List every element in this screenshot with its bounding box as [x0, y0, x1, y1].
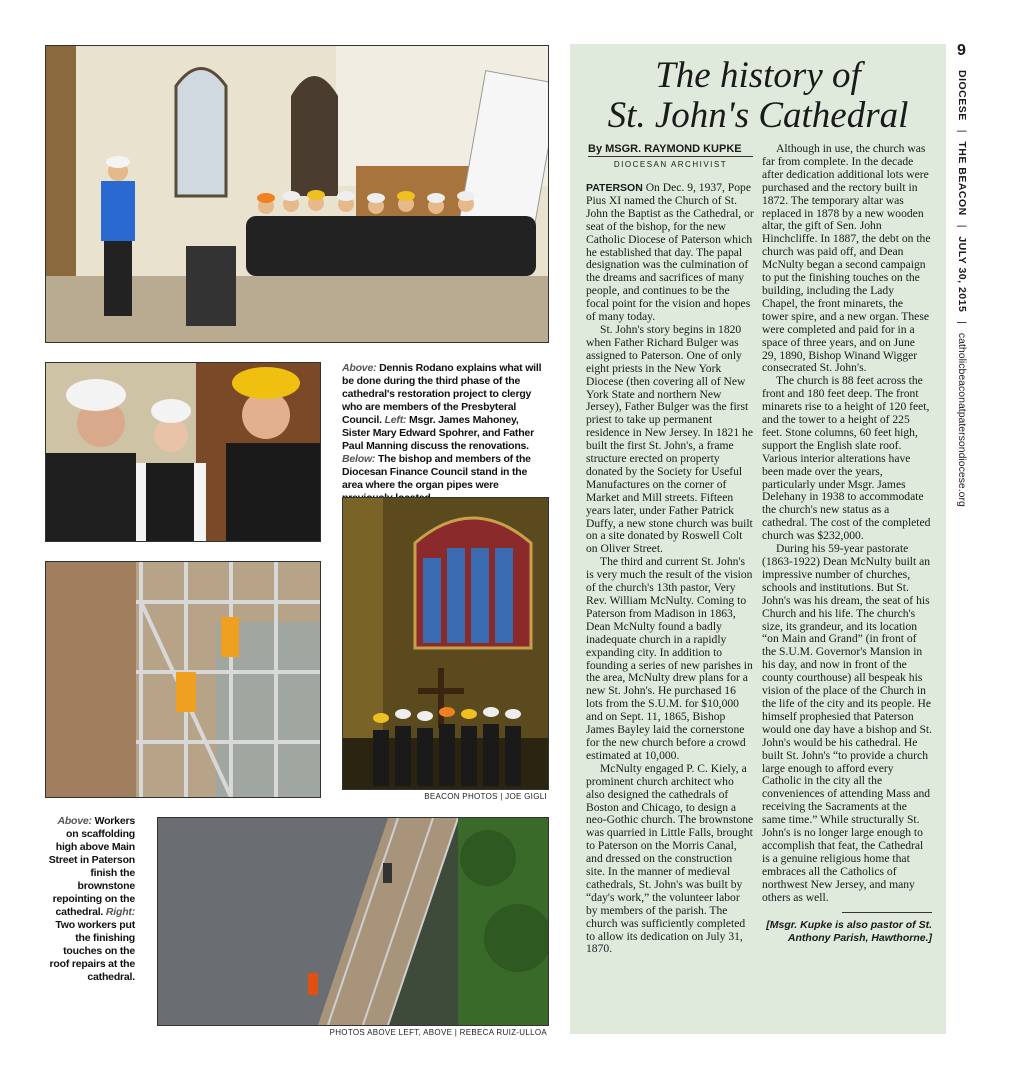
- caption-label-right: Right:: [105, 906, 135, 918]
- caption-upper: [342, 362, 547, 505]
- article-paragraph: [586, 182, 754, 324]
- article-title-line2: St. John's Cathedral: [607, 95, 909, 136]
- caption-text-below: The bishop and members of the Diocesan Finance Council stand in the area where the organ pipes were: [342, 453, 531, 491]
- caption-text-left: Msgr. James Mahoney, Sister Mary Edward Spohrer, and Father Paul Manning discuss the renovations.: [342, 414, 534, 452]
- photo-credit-beacon: BEACON PHOTOS | JOE GIGLI: [424, 792, 547, 801]
- photo-presbyteral-council-image: [46, 46, 548, 342]
- folio-date: JULY 30, 2015: [956, 236, 968, 313]
- photo-scaffolding-image: [46, 562, 320, 797]
- article-title-line1: The history of: [655, 55, 861, 96]
- article-column-2: [762, 143, 932, 945]
- article-paragraph: Although in use, the church was far from complete. In the decade after dedication additional lots were purchased and the rectory built in 1872. The temporary altar was replaced in 1878 by a new wooden altar, the gift of Sen. John Hinchcliffe. In 1887, the debt on the church was paid off, and Dean McNulty began a second campaign to put the finishing touches on the building, including the Lady Chapel, the front minarets, the tower spire, and a new organ. These were completed and paid for in a space of three years, and on June 29, 1890, Bishop Winand Wigger consecrated St. John's.: [762, 142, 931, 375]
- endnote-rule: [842, 912, 932, 913]
- caption-label-above-lower: Above:: [57, 815, 92, 827]
- photo-roof-repair-image: [158, 818, 548, 1025]
- folio-separator: |: [956, 129, 968, 133]
- caption-text-above-lower: Workers on scaffolding high above Main Street in Paterson finish the brownstone repointing on the cathedral.: [48, 815, 135, 918]
- page-folio: [956, 70, 968, 507]
- article-column-1: [586, 182, 754, 956]
- photo-credit-bottom: PHOTOS ABOVE LEFT, ABOVE | REBECA RUIZ-ULLOA: [329, 1028, 547, 1037]
- folio-separator: |: [956, 224, 968, 228]
- article-endnote: [Msgr. Kupke is also pastor of St. Anthony Parish, Hawthorne.]: [766, 919, 932, 945]
- photo-finance-council-window: [342, 497, 549, 790]
- article-dateline: PATERSON: [586, 182, 643, 194]
- article-byline: By MSGR. RAYMOND KUPKE: [588, 143, 753, 157]
- photo-presbyteral-council: [45, 45, 549, 343]
- folio-section: DIOCESE: [956, 70, 968, 121]
- photo-clergy-discussion-image: [46, 363, 320, 541]
- caption-text-above: Dennis Rodano explains what will be done during the third phase of the cathedral's restoration project to clergy who are members of the Presbyteral Council.: [342, 362, 542, 426]
- article-paragraph: The third and current St. John's is very much the result of the vision of the church's 13th pastor, Very Rev. William McNulty. Coming to Paterson from Madison in 1863, Dean McNulty found a badly inadequate church in a rapidly expanding city. In addition to founding a series of new parishes in the area, McNulty drew plans for a new St. John's. He purchased 16 lots from the S.U.M. for $10,000 and on Sept. 11, 1865, Bishop James Bayley laid the cornerstone for the new church before a crowd estimated at 10,000.: [586, 555, 753, 762]
- article-paragraph-text: On Dec. 9, 1937, Pope Pius XI named the Church of St. John the Baptist as the Cathedral, or seat of the bishop, for the new Catholic Diocese of Paterson which he established that day. The papal designation was the culmination of the dreams and sacrifices of many people, and continues to be the focal point for the vision and hopes of many today.: [586, 181, 754, 324]
- photo-scaffolding: [45, 561, 321, 798]
- photo-finance-council-window-image: [343, 498, 548, 789]
- page-number: 9: [957, 42, 966, 59]
- folio-separator: |: [956, 321, 968, 324]
- article-sidebar: [570, 44, 946, 1034]
- caption-label-above: Above:: [342, 362, 377, 374]
- caption-label-below: Below:: [342, 453, 376, 465]
- article-paragraph: During his 59-year pastorate (1863-1922) Dean McNulty built an impressive number of churches, schools and institutions. But St. John's was his dream, the seat of his Church and his life. The church's size, its grandeur, and its location “on Main and Grand” (in front of the S.U.M. Governor's Mansion in his day, and now in front of the county courthouse) all bespeak his vision of the place of the Church in the life of the city and its people. He himself prophesied that Paterson would one day have a bishop and St. John's would be his cathedral. He built St. John's “to provide a church large enough to afford every Catholic in the city all the conveniences of attending Mass and receiving the Sacraments at the same time.” While structurally St. John's is no longer large enough to accomplish that feat, the Cathedral is a genuine religious home that embraces all the Catholics of northwest New Jersey, and many others as well.: [762, 542, 933, 904]
- caption-label-left: Left:: [384, 414, 407, 426]
- caption-lower: [45, 815, 135, 984]
- folio-website: catholicbeaconatpatersondiocese.org: [956, 332, 968, 507]
- article-author-role: DIOCESAN ARCHIVIST: [613, 160, 728, 169]
- photo-clergy-discussion: [45, 362, 321, 542]
- article-paragraph: St. John's story begins in 1820 when Father Richard Bulger was assigned to Paterson. One of only eight priests in the New York Diocese (then covering all of New York State and northern New Jersey), Father Bulger was the first priest to take up permanent residence in New Jersey. In 1821 he built the first St. John's, a frame structure erected on property donated by the Society for Useful Manufactures on the corner of Market and Mill streets. Fifteen years later, under Father Patrick Duffy, a new stone church was built on a site donated by Roswell Colt on Oliver Street.: [586, 322, 753, 556]
- photo-roof-repair: [157, 817, 549, 1026]
- article-paragraph: The church is 88 feet across the front and 180 feet deep. The front minarets rise to a height of 120 feet, and the tower to a height of 225 feet. Stone columns, 60 feet high, support the English slate roof. Various interior alterations have been made over the years, particularly under Msgr. James Delehany in 1938 to accommodate the church's new status as a cathedral. The cost of the completed church was $232,000.: [762, 374, 931, 543]
- article-paragraph: McNulty engaged P. C. Kiely, a prominent church architect who also designed the cathedrals of Boston and Chicago, to design a neo-Gothic church. The brownstone was quarried in Little Falls, brought to Paterson on the Morris Canal, and dressed on the construction site. In the manner of medieval cathedrals, St. John's was built by “day's work,” the volunteer labor by members of the parish. The church was sufficiently completed to allow its dedication on July 31, 1870.: [586, 761, 754, 956]
- caption-text-right: Two workers put the finishing touches on the roof repairs at the cathedral.: [49, 919, 135, 983]
- folio-paper: THE BEACON: [956, 141, 968, 216]
